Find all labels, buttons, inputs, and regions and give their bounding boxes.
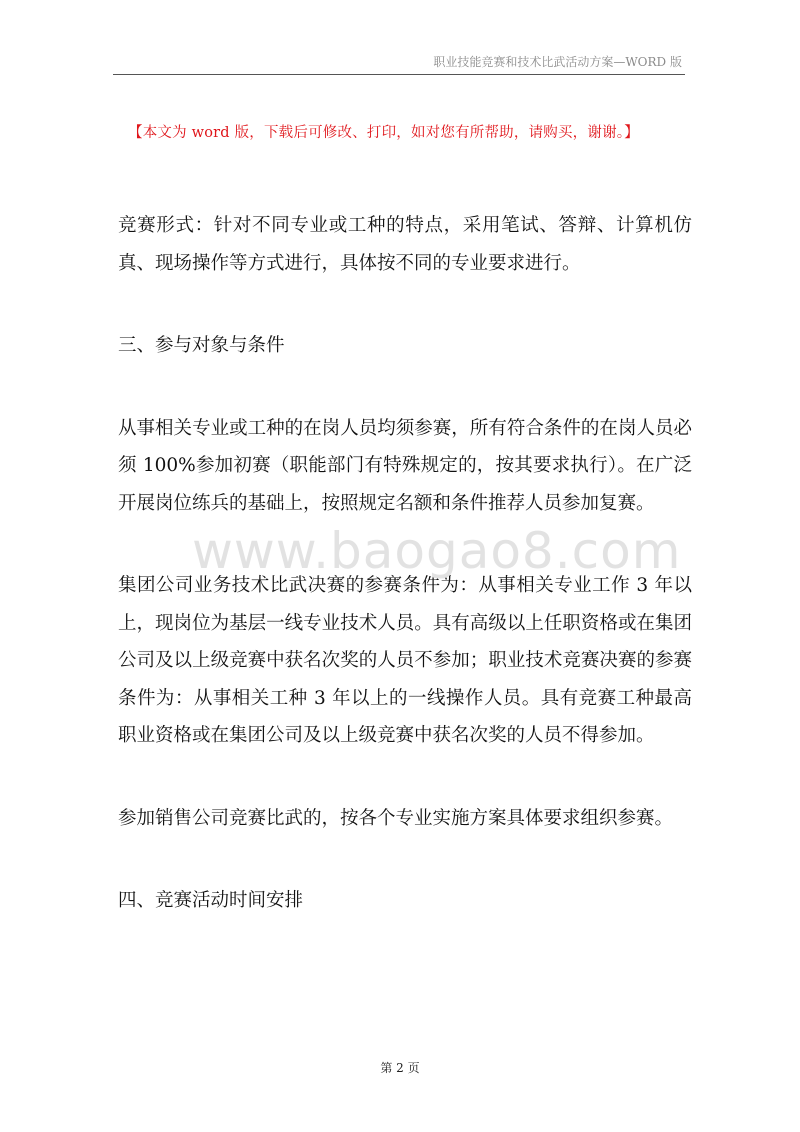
competition-form-paragraph: 竞赛形式：针对不同专业或工种的特点，采用笔试、答辩、计算机仿真、现场操作等方式进行，具体按不同的专业要求进行。 — [118, 215, 692, 274]
header-document-title: 职业技能竞赛和技术比武活动方案—WORD 版 — [433, 55, 682, 69]
document-body — [118, 207, 692, 920]
paragraph-spacer — [118, 755, 692, 800]
section-3-paragraph-3: 参加销售公司竞赛比武的，按各个专业实施方案具体要求组织参赛。 — [118, 807, 674, 829]
header-divider — [113, 74, 685, 75]
section-3-heading: 三、参与对象与条件 — [118, 335, 285, 356]
paragraph-spacer — [118, 365, 692, 410]
page-number: 第 2 页 — [380, 1061, 420, 1075]
purchase-notice: 【本文为 word 版，下载后可修改、打印，如对您有所帮助，请购买，谢谢。】 — [128, 125, 639, 141]
section-3-paragraph-2: 集团公司业务技术比武决赛的参赛条件为：从事相关专业工作 3 年以上，现岗位为基层一线专业技术人员。具有高级以上任职资格或在集团公司及以上级竞赛中获名次奖的人员不参加；职业技术竞赛决赛的参赛条件为：从事相关工种 3 年以上的一线操作人员。具有竞赛工种最高职业资格或在集团公司及以上级竞赛中获名次奖的人员不得参加。 — [118, 575, 692, 746]
section-4-heading: 四、竞赛活动时间安排 — [118, 890, 304, 911]
paragraph-spacer — [118, 282, 692, 327]
section-3-paragraph-1: 从事相关专业或工种的在岗人员均须参赛，所有符合条件的在岗人员必须 100%参加初赛（职能部门有特殊规定的，按其要求执行）。在广泛开展岗位练兵的基础上，按照规定名额和条件推荐人员参加复赛。 — [118, 417, 692, 514]
watermark: www.baogao8.com — [192, 522, 682, 580]
paragraph-spacer — [118, 522, 692, 567]
paragraph-spacer — [118, 837, 692, 882]
